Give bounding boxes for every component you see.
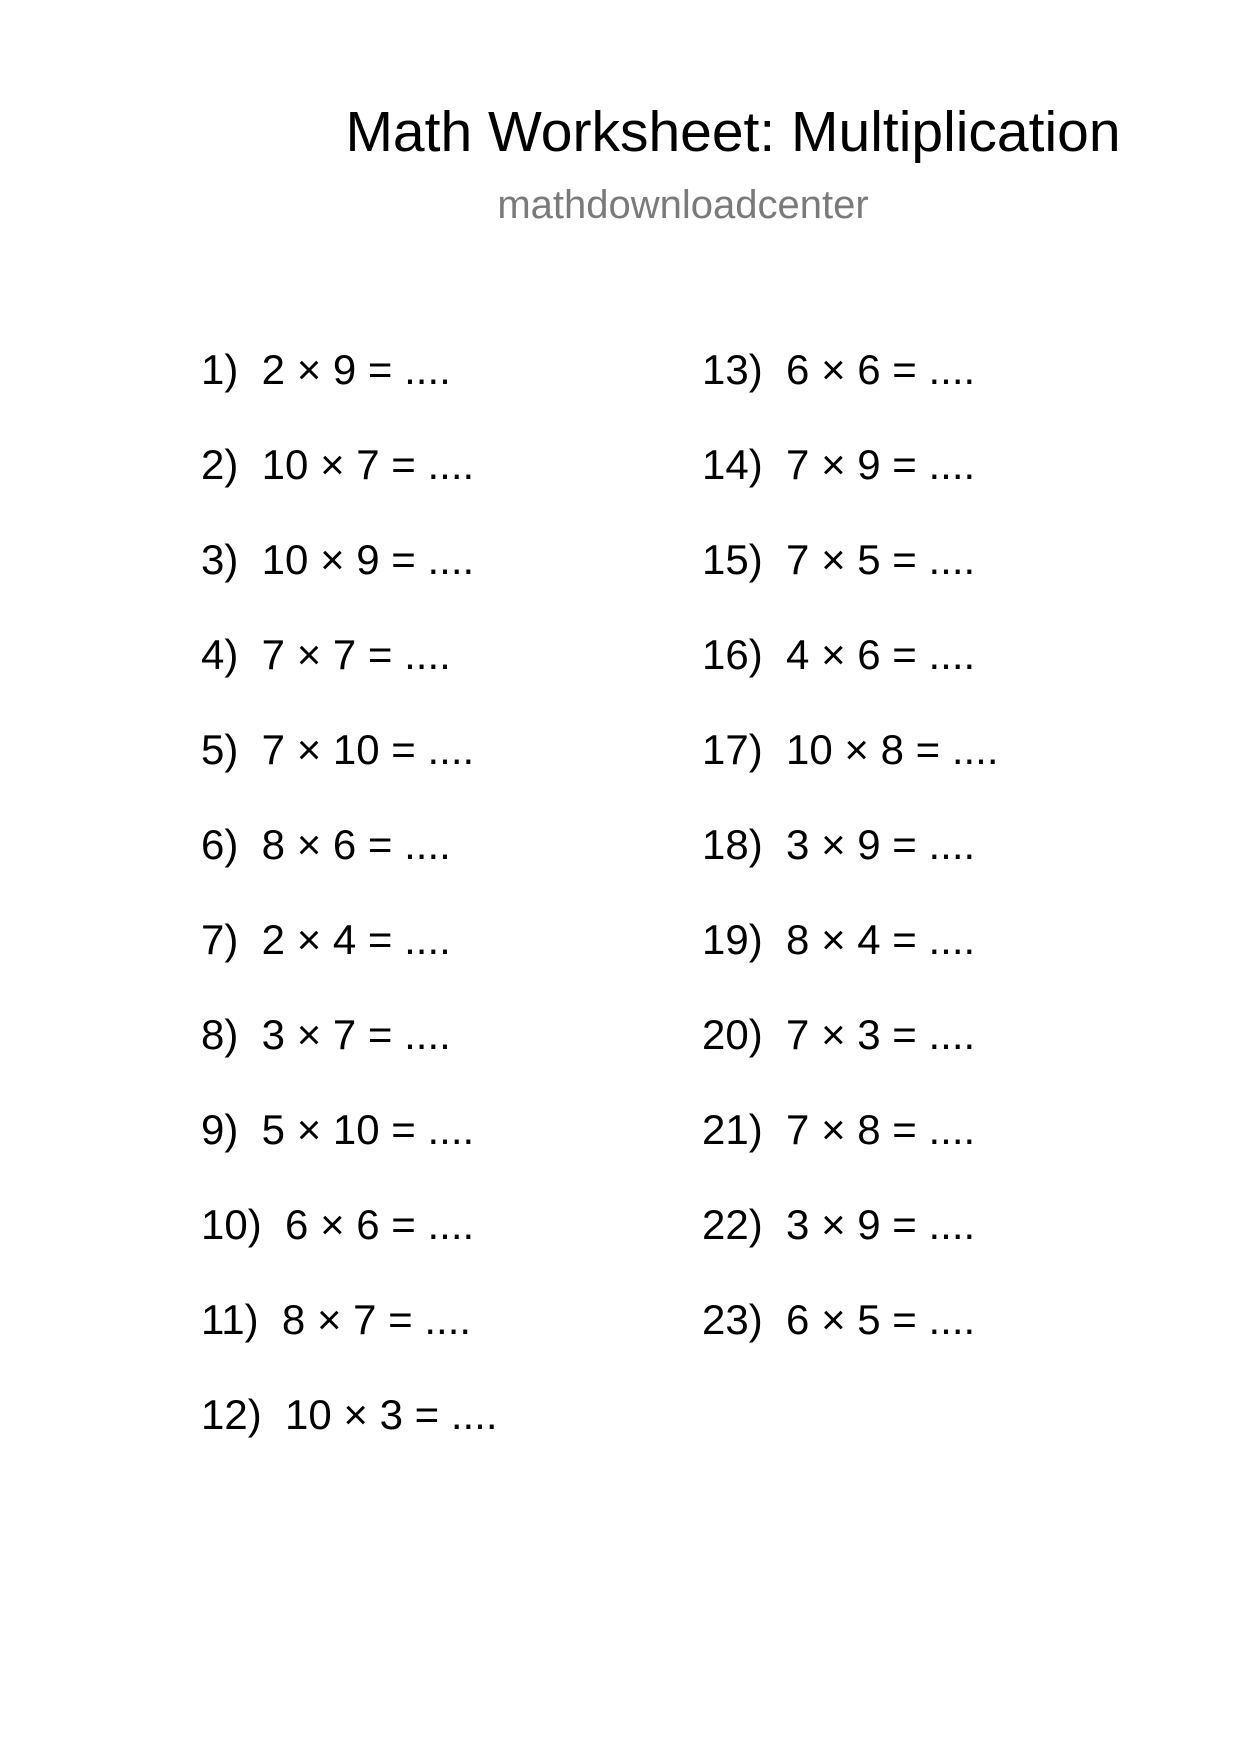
problem-7: 7) 2 × 4 = ....: [201, 916, 451, 963]
problem-23: 23) 6 × 5 = ....: [702, 1296, 976, 1343]
problem-10: 10) 6 × 6 = ....: [201, 1201, 475, 1248]
problem-20: 20) 7 × 3 = ....: [702, 1011, 976, 1058]
problem-22: 22) 3 × 9 = ....: [702, 1201, 976, 1248]
problem-8: 8) 3 × 7 = ....: [201, 1011, 451, 1058]
problems-left-column: [201, 345, 498, 1485]
problems-right-column: [702, 345, 999, 1390]
problem-16: 16) 4 × 6 = ....: [702, 631, 976, 678]
problem-9: 9) 5 × 10 = ....: [201, 1106, 475, 1153]
worksheet-subtitle: mathdownloadcenter: [497, 183, 869, 227]
worksheet-title: Math Worksheet: Multiplication: [345, 100, 1121, 164]
problem-17: 17) 10 × 8 = ....: [702, 726, 999, 773]
problem-19: 19) 8 × 4 = ....: [702, 916, 976, 963]
problem-12: 12) 10 × 3 = ....: [201, 1391, 498, 1438]
problem-11: 11) 8 × 7 = ....: [201, 1296, 472, 1343]
problem-6: 6) 8 × 6 = ....: [201, 821, 451, 868]
problem-14: 14) 7 × 9 = ....: [702, 441, 976, 488]
problem-15: 15) 7 × 5 = ....: [702, 536, 976, 583]
problem-2: 2) 10 × 7 = ....: [201, 441, 475, 488]
problem-21: 21) 7 × 8 = ....: [702, 1106, 976, 1153]
problem-3: 3) 10 × 9 = ....: [201, 536, 475, 583]
problem-13: 13) 6 × 6 = ....: [702, 346, 976, 393]
problem-1: 1) 2 × 9 = ....: [201, 346, 451, 393]
problem-5: 5) 7 × 10 = ....: [201, 726, 475, 773]
problem-18: 18) 3 × 9 = ....: [702, 821, 976, 868]
problem-4: 4) 7 × 7 = ....: [201, 631, 451, 678]
